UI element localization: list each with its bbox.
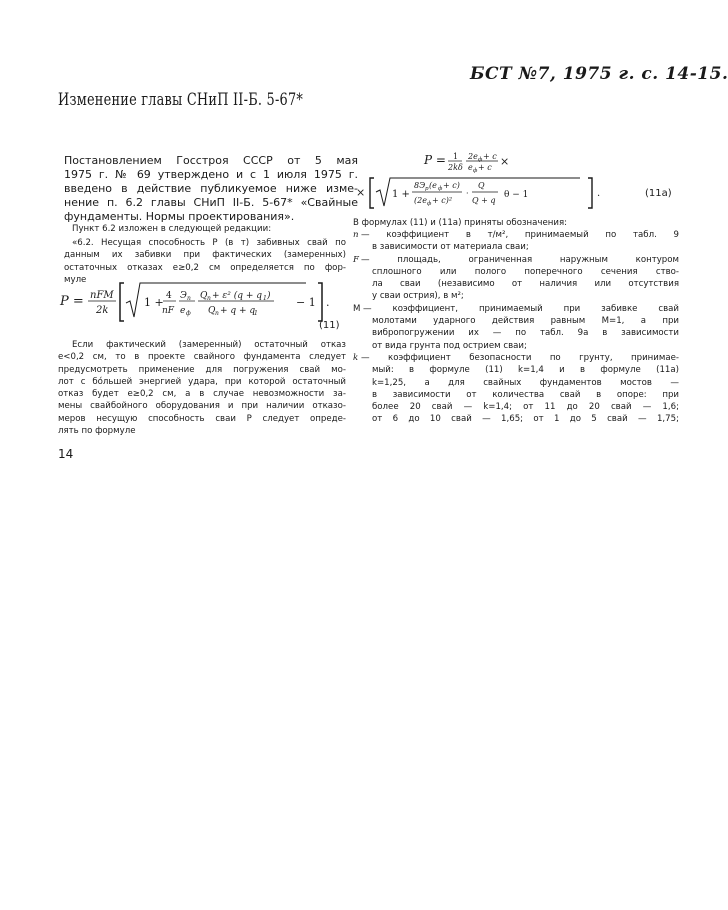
svg-text:1 +: 1 + <box>392 189 410 200</box>
definitions-intro: В формулах (11) и (11а) приняты обозначения: <box>353 218 568 228</box>
svg-text:ф: ф <box>473 168 478 174</box>
svg-text:+ c: + c <box>483 152 497 161</box>
handwritten-reference: БСТ №7, 1975 г. с. 14-15. <box>470 64 728 84</box>
svg-text:− 1: − 1 <box>296 296 316 309</box>
definition-text: от вида грунта под острием сваи; <box>372 340 527 351</box>
svg-text:п: п <box>215 310 219 317</box>
intro-line: Постановлением Госстроя СССР от 5 мая <box>64 154 358 167</box>
definition-text: k=1,25, а для свайных фундаментов мостов — <box>372 377 679 388</box>
definition-text: от 6 до 10 свай — 1,65; от 1 до 5 свай — 1,75; <box>372 414 679 425</box>
svg-text:θ − 1: θ − 1 <box>504 190 529 200</box>
svg-text:8Э: 8Э <box>414 181 426 190</box>
svg-text:п: п <box>207 295 211 302</box>
svg-text:P =: P = <box>60 294 84 309</box>
svg-text:(2e: (2e <box>414 196 427 205</box>
svg-text:+ ε² (q + q: + ε² (q + q <box>212 291 262 301</box>
svg-text:.: . <box>326 296 330 309</box>
clause-line: данным их забивки при фактических (замеренных) <box>64 250 346 261</box>
definition-text: — коэффициент безопасности по грунту, принимае- <box>361 352 679 363</box>
after-line: Если фактический (замеренный) остаточный отказ <box>72 340 346 350</box>
clause-line: муле <box>64 274 87 285</box>
svg-text:e: e <box>468 163 473 172</box>
definition-term: M <box>353 303 361 314</box>
clause-line: остаточных отказах e≥0,2 см определяется по фор- <box>64 262 346 273</box>
definition-term: k <box>353 352 359 363</box>
svg-text:×: × <box>500 155 510 168</box>
definition-text: более 20 свай — k=1,4; от 11 до 20 свай — 1,6; <box>372 402 679 413</box>
svg-text:Q: Q <box>208 306 216 316</box>
svg-text:ф: ф <box>478 157 483 163</box>
svg-text:Q + q: Q + q <box>472 196 496 205</box>
intro-line: введено в действие публикуемое ниже изме- <box>64 182 358 195</box>
formula-11a-number: (11a) <box>645 188 672 199</box>
svg-text:×: × <box>356 186 366 199</box>
svg-text:+ c): + c) <box>443 181 460 190</box>
svg-text:P =: P = <box>424 153 446 167</box>
svg-text:2e: 2e <box>468 152 478 161</box>
svg-text:1: 1 <box>453 152 459 161</box>
svg-text:1: 1 <box>254 310 258 317</box>
svg-text:1 +: 1 + <box>144 296 164 309</box>
after-line: лот с бо́льшей энергией удара, при которой остаточный <box>58 376 346 387</box>
definition-text: сплошного или полого поперечного сечения ство- <box>372 266 679 277</box>
page-number: 14 <box>58 447 74 461</box>
definition-line <box>353 303 679 315</box>
svg-text:2kδ: 2kδ <box>448 163 463 172</box>
definition-text: — коэффициент в т/м², принимаемый по табл. 9 <box>361 230 679 240</box>
svg-text:e: e <box>180 306 186 316</box>
definition-line <box>353 352 679 364</box>
svg-text:п: п <box>187 295 191 302</box>
formula-11 <box>58 275 361 337</box>
definition-text: молотами ударного действия равным M=1, а при <box>372 316 679 327</box>
punkt-line: Пункт 6.2 изложен в следующей редакции: <box>72 224 272 234</box>
after-line: меров несущую способность сваи P следует опреде- <box>58 413 346 424</box>
after-line: отказ будет e≥0,2 см, а в случае невозможности за- <box>58 389 346 400</box>
svg-text:ф: ф <box>427 201 432 207</box>
intro-paragraph <box>64 154 358 224</box>
after-line: предусмотреть применение для погружения свай мо- <box>58 364 346 375</box>
definition-text: ла сваи (независимо от наличия или отсутствия <box>372 279 679 290</box>
definition-text: — площадь, ограниченная наружным контуром <box>361 254 679 265</box>
svg-text:nFM: nFM <box>90 290 114 301</box>
svg-text:+ c)²: + c)² <box>432 196 453 205</box>
definition-term: n <box>353 230 359 240</box>
svg-text:Э: Э <box>180 291 187 301</box>
svg-text:): ) <box>267 291 271 301</box>
formula-11a <box>352 148 688 210</box>
definition-term: F <box>353 254 359 265</box>
svg-text:ф: ф <box>186 310 191 317</box>
svg-text:·: · <box>466 189 469 198</box>
document-title: Изменение главы СНиП II-Б. 5-67* <box>58 90 304 109</box>
svg-text:Q: Q <box>200 291 208 301</box>
after-line: лять по формуле <box>58 426 136 437</box>
svg-text:+ q + q: + q + q <box>220 306 256 316</box>
definition-text: мый: в формуле (11) k=1,4 и в формуле (11a) <box>372 365 679 376</box>
intro-line: нение п. 6.2 главы СНиП II-Б. 5-67* «Свайные <box>64 196 358 209</box>
svg-text:1: 1 <box>263 295 267 302</box>
svg-text:ф: ф <box>438 186 443 192</box>
after-line: e<0,2 см, то в проекте свайного фундамента следует <box>58 352 346 363</box>
definition-line <box>353 229 679 241</box>
definition-text: — коэффициент, принимаемый при забивке свай <box>363 303 679 314</box>
svg-text:p: p <box>425 186 429 192</box>
definition-line <box>353 254 679 266</box>
svg-text:.: . <box>597 188 601 199</box>
intro-line: 1975 г. № 69 утверждено и с 1 июля 1975 г. <box>64 168 358 181</box>
definitions-list <box>353 229 679 426</box>
svg-text:2k: 2k <box>96 305 109 316</box>
formula-11-number: (11) <box>319 320 340 331</box>
svg-text:4: 4 <box>166 291 172 301</box>
after-line: мены свайбойного оборудования и при наличии отказо- <box>58 401 346 412</box>
definition-text: вибропогружении их — по табл. 9а в зависимости <box>372 328 679 339</box>
svg-text:nF: nF <box>162 306 175 316</box>
definition-text: у сваи острия), в м²; <box>372 291 464 302</box>
svg-text:Q: Q <box>478 181 485 190</box>
definition-text: в зависимости от материала сваи; <box>372 242 529 253</box>
svg-text:(e: (e <box>429 181 437 190</box>
intro-line: фундаменты. Нормы проектирования». <box>64 210 295 223</box>
svg-text:+ c: + c <box>478 163 492 172</box>
clause-line: «6.2. Несущая способность P (в т) забивных свай по <box>72 238 346 248</box>
after-formula-paragraph <box>58 339 346 437</box>
definition-text: в зависимости от количества свай в опоре: при <box>372 389 679 400</box>
